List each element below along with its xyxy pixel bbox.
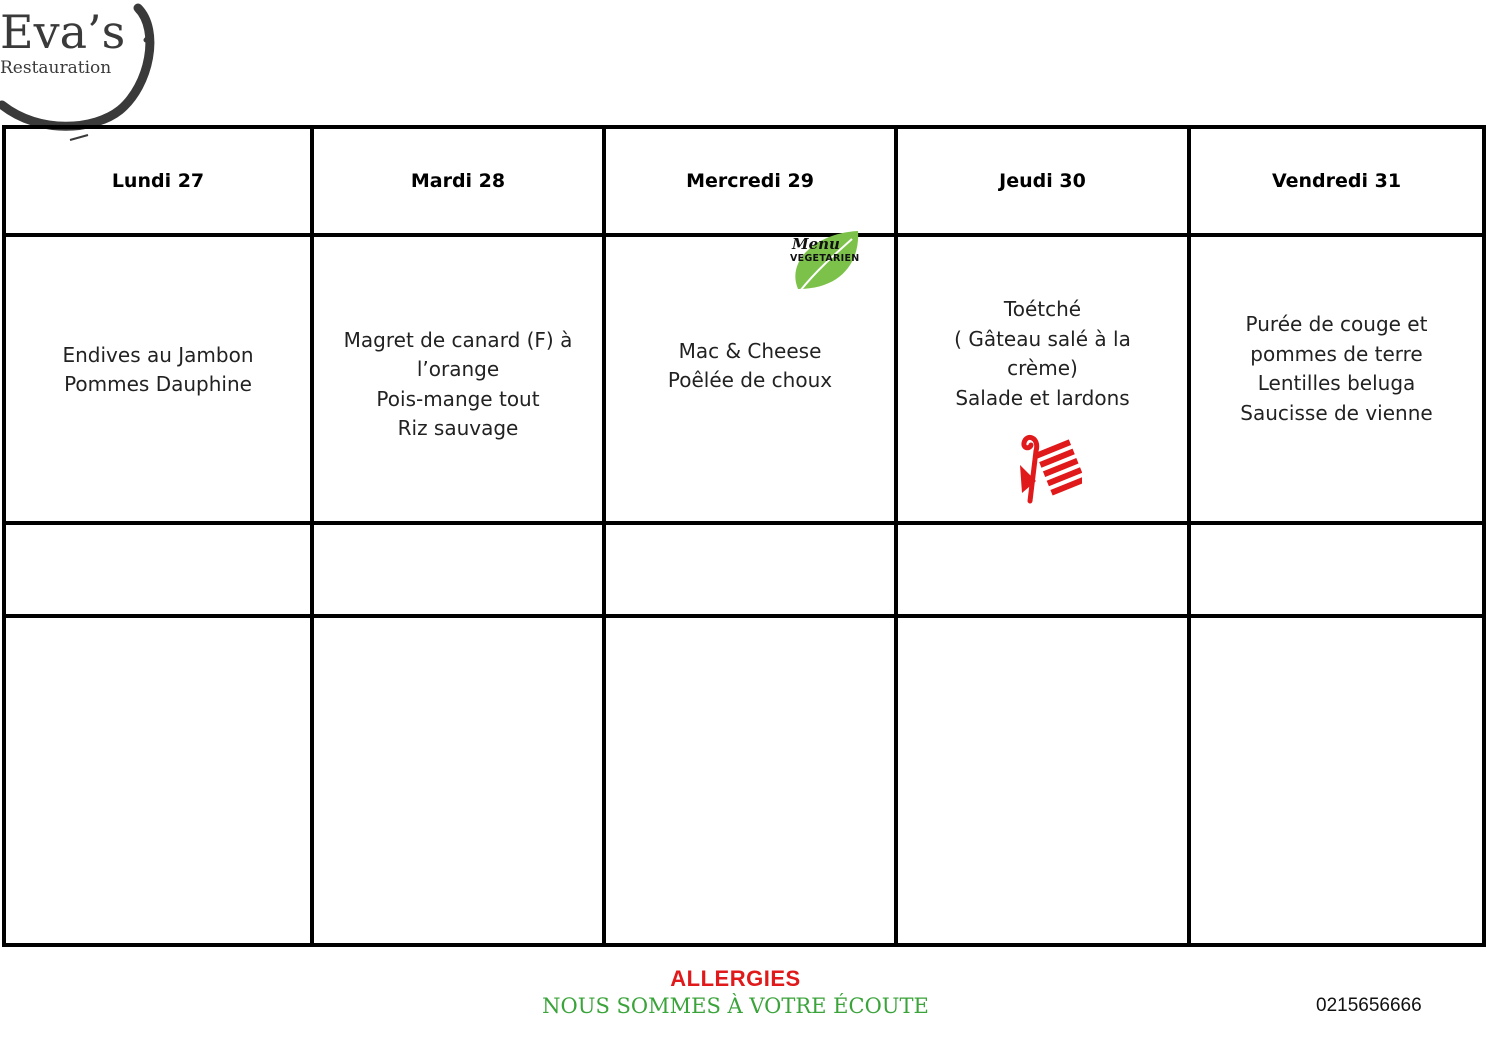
dish-line: Pommes Dauphine [64, 372, 252, 396]
day-label: Lundi 27 [111, 170, 205, 192]
day-header-cell [1189, 127, 1484, 235]
dish-cell-mercredi [604, 235, 896, 523]
empty-row [4, 616, 1484, 945]
empty-cell [1189, 616, 1484, 945]
empty-cell [1189, 523, 1484, 616]
dish-line: Poêlée de choux [667, 368, 833, 392]
empty-cell [896, 616, 1189, 945]
dish-list [6, 341, 310, 400]
day-label: Vendredi 31 [1271, 170, 1402, 192]
day-header-cell [896, 127, 1189, 235]
day-label: Mercredi 29 [686, 170, 814, 192]
dish-line: crème) [1007, 356, 1078, 380]
day-header-row [4, 127, 1484, 235]
empty-cell [604, 523, 896, 616]
dish-line: Magret de canard (F) à [343, 327, 573, 352]
empty-cell [604, 616, 896, 945]
day-label: Jeudi 30 [999, 170, 1086, 192]
dish-line: Lentilles beluga [1257, 371, 1416, 395]
empty-cell [4, 523, 312, 616]
allergies-subtitle: NOUS SOMMES À VOTRE ÉCOUTE [542, 994, 929, 1018]
jura-flag-icon [1010, 431, 1082, 507]
dish-list [314, 326, 602, 444]
allergies-title: ALLERGIES [670, 966, 801, 991]
badge-line2: VEGETARIEN [790, 253, 860, 264]
vegetarian-badge [786, 231, 864, 295]
dish-line: Saucisse de vienne [1240, 400, 1433, 425]
dish-line: Toétché [1003, 297, 1082, 321]
dish-line: Salade et lardons [955, 385, 1130, 410]
empty-cell [896, 523, 1189, 616]
dish-line: l’orange [416, 357, 500, 381]
empty-cell [312, 523, 604, 616]
badge-line1: Menu [792, 235, 840, 253]
dish-list [1191, 310, 1482, 428]
dish-line: Mac & Cheese [678, 338, 822, 363]
dish-list [898, 295, 1187, 413]
dish-line: Purée de couge et [1245, 312, 1428, 336]
weekly-menu-table [2, 125, 1486, 947]
day-header-cell [4, 127, 312, 235]
dish-row [4, 235, 1484, 523]
dish-list [606, 337, 894, 396]
empty-row [4, 523, 1484, 616]
day-label: Mardi 28 [410, 170, 506, 192]
dish-cell-vendredi [1189, 235, 1484, 523]
dish-cell-jeudi [896, 235, 1189, 523]
dish-line: Endives au Jambon [62, 342, 254, 367]
logo-name: Eva’s [0, 5, 126, 59]
phone-number: 0215656666 [1316, 995, 1422, 1016]
empty-cell [4, 616, 312, 945]
dish-line: pommes de terre [1250, 341, 1423, 366]
logo-subtitle: Restauration [0, 58, 112, 78]
dish-line: Pois-mange tout [376, 386, 540, 411]
dish-cell-lundi [4, 235, 312, 523]
dish-line: ( Gâteau salé à la [954, 326, 1131, 351]
dish-cell-mardi [312, 235, 604, 523]
day-header-cell [312, 127, 604, 235]
day-header-cell [604, 127, 896, 235]
dish-line: Riz sauvage [397, 416, 519, 440]
empty-cell [312, 616, 604, 945]
